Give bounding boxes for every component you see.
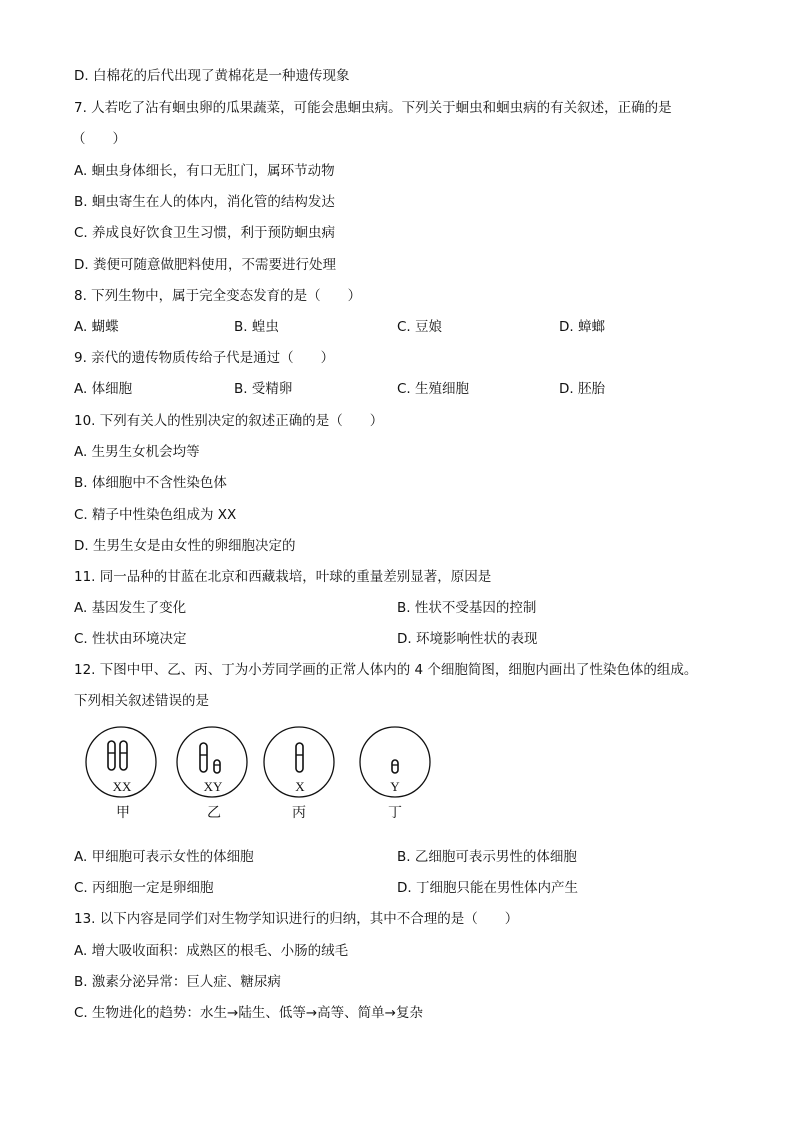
q8-option-c: C. 豆娘 [397,319,443,335]
q8-option-a: A. 蝴蝶 [74,319,119,335]
option-d-prev: D. 白棉花的后代出现了黄棉花是一种遗传现象 [74,68,350,84]
question-12: 12. 下图中甲、乙、丙、丁为小芳同学画的正常人体内的 4 个细胞简图，细胞内画出了性染色体的组成。 [74,662,698,678]
cell-label-ding: Y [390,779,400,794]
q10-option-c: C. 精子中性染色组成为 XX [74,507,237,523]
q13-option-b: B. 激素分泌异常：巨人症、糖尿病 [74,974,281,990]
q12-option-d: D. 丁细胞只能在男性体内产生 [397,880,578,896]
q7-option-c: C. 养成良好饮食卫生习惯，利于预防蛔虫病 [74,225,336,241]
question-7: 7. 人若吃了沾有蛔虫卵的瓜果蔬菜，可能会患蛔虫病。下列关于蛔虫和蛔虫病的有关叙述，正确的是 [74,100,672,116]
chromosome-y [392,760,398,773]
q11-option-b: B. 性状不受基因的控制 [397,600,537,616]
q9-option-b: B. 受精卵 [234,381,293,397]
chromosome-x [200,743,207,772]
chromosome-y [214,760,220,773]
q13-option-c: C. 生物进化的趋势：水生→陆生、低等→高等、简单→复杂 [74,1005,423,1021]
cell-diagram [84,724,444,830]
q8-option-b: B. 蝗虫 [234,319,279,335]
chromosome-x [120,741,127,770]
chromosome-x [296,743,303,772]
cell-label-bing: X [295,779,305,794]
q11-option-d: D. 环境影响性状的表现 [397,631,538,647]
q9-option-a: A. 体细胞 [74,381,133,397]
q9-option-c: C. 生殖细胞 [397,381,470,397]
q8-option-d: D. 蟑螂 [559,319,605,335]
q12-option-a: A. 甲细胞可表示女性的体细胞 [74,849,254,865]
q10-option-b: B. 体细胞中不含性染色体 [74,475,227,491]
question-12-line2: 下列相关叙述错误的是 [74,693,209,709]
question-11: 11. 同一品种的甘蓝在北京和西藏栽培，叶球的重量差别显著，原因是 [74,569,492,585]
cell-name-bing: 丙 [292,805,306,821]
q10-option-a: A. 生男生女机会均等 [74,444,200,460]
q7-option-a: A. 蛔虫身体细长，有口无肛门，属环节动物 [74,163,335,179]
question-10: 10. 下列有关人的性别决定的叙述正确的是（ ） [74,413,384,429]
q10-option-d: D. 生男生女是由女性的卵细胞决定的 [74,538,296,554]
q7-option-b: B. 蛔虫寄生在人的体内，消化管的结构发达 [74,194,335,210]
q7-option-d: D. 粪便可随意做肥料使用，不需要进行处理 [74,257,336,273]
cell-label-jia: XX [112,779,132,794]
q11-option-a: A. 基因发生了变化 [74,600,187,616]
cell-name-jia: 甲 [116,805,130,821]
q12-option-c: C. 丙细胞一定是卵细胞 [74,880,214,896]
q9-option-d: D. 胚胎 [559,381,605,397]
cell-label-yi: XY [203,779,223,794]
question-8: 8. 下列生物中，属于完全变态发育的是（ ） [74,288,362,304]
question-9: 9. 亲代的遗传物质传给子代是通过（ ） [74,350,335,366]
cell-name-ding: 丁 [388,805,402,821]
question-13: 13. 以下内容是同学们对生物学知识进行的归纳，其中不合理的是（ ） [74,911,519,927]
q12-option-b: B. 乙细胞可表示男性的体细胞 [397,849,577,865]
cell-name-yi: 乙 [207,805,221,821]
question-7-paren: （ ） [72,131,126,147]
q11-option-c: C. 性状由环境决定 [74,631,187,647]
chromosome-x [108,741,115,770]
q13-option-a: A. 增大吸收面积：成熟区的根毛、小肠的绒毛 [74,943,349,959]
